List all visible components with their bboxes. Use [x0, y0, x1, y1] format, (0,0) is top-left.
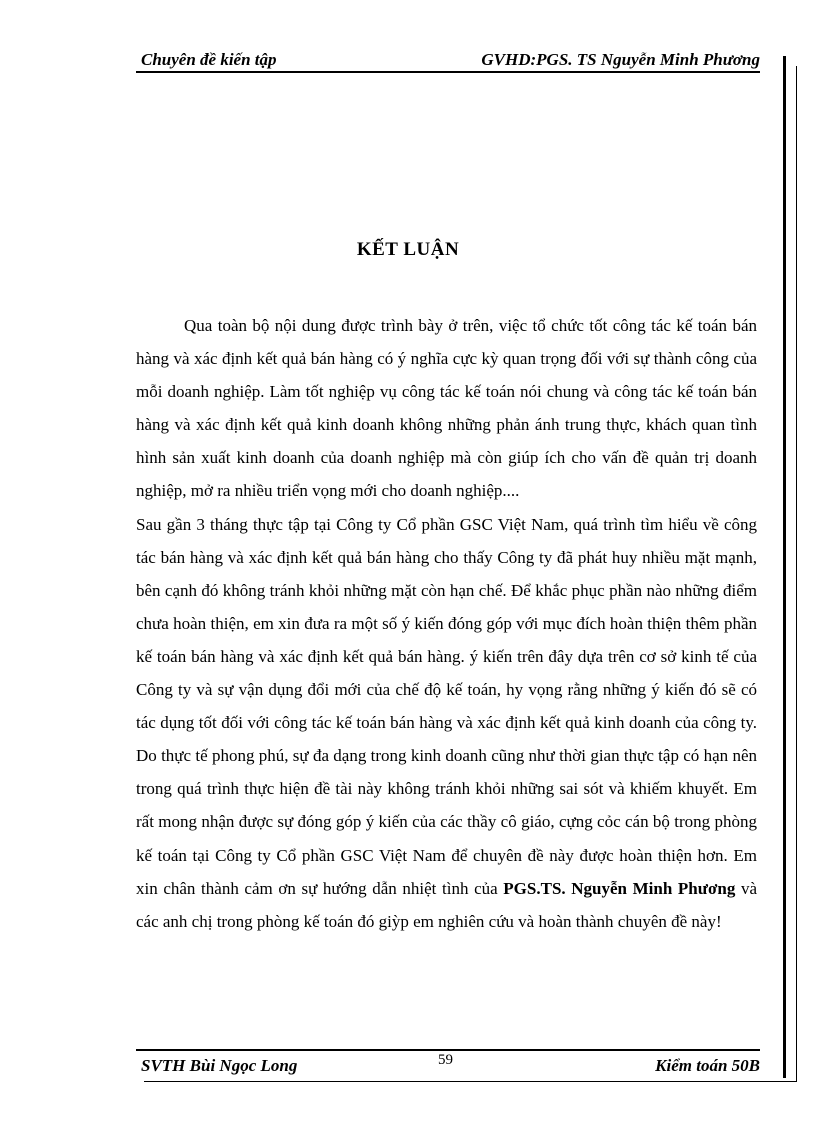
header-divider [136, 71, 760, 73]
document-body [136, 309, 757, 938]
page-title: KẾT LUẬN [356, 239, 460, 260]
page-border-bottom [144, 1081, 797, 1082]
page-border-shadow [796, 66, 797, 1082]
header-right-text: GVHD:PGS. TS Nguyễn Minh Phương [481, 50, 760, 69]
footer-class-name: Kiểm toán 50B [655, 1056, 760, 1075]
page-footer [136, 1053, 760, 1081]
page-border-right [783, 56, 786, 1078]
paragraph-conclusion [136, 508, 757, 938]
paragraph-conclusion-text: Sau gần 3 tháng thực tập tại Công ty Cổ phần GSC Việt Nam, quá trình tìm hiểu về công tác bán hàng và xác định kết quả bán hàng cho thấy Công ty đã phát huy nhiều mặt mạnh, bên cạnh đó không tránh khỏi những mặt còn hạn chế. Để khắc phục phần nào những điểm chưa hoàn thiện, em xin đưa ra một số ý kiến đóng góp với mục đích hoàn thiện thêm phần kế toán bán hàng và xác định kết quả bán hàng. ý kiến trên đây dựa trên cơ sở kinh tế của Công ty và sự vận dụng đổi mới của chế độ kế toán, hy vọng rằng những ý kiến đó sẽ có tác dụng tốt đối với công tác kế toán bán hàng và xác định kết quả kinh doanh của công ty. Do thực tế phong phú, sự đa dạng trong kinh doanh cũng như thời gian thực tập có hạn nên trong quá trình thực hiện đề tài này không tránh khỏi những sai sót và khiếm khuyết. Em rất mong nhận được sự đóng góp ý kiến của các thầy cô giáo, cựng cỏc cán bộ trong phòng kế toán tại Công ty Cổ phần GSC Việt Nam để chuyên đề này được hoàn thiện hơn. Em xin chân thành cảm ơn sự hướng dẫn nhiệt tình của [136, 514, 757, 898]
footer-divider [136, 1049, 760, 1051]
page-number: 59 [438, 1052, 453, 1068]
paragraph-intro: Qua toàn bộ nội dung được trình bày ở trên, việc tổ chức tốt công tác kế toán bán hàng và xác định kết quả bán hàng có ý nghĩa cực kỳ quan trọng đối với sự thành công của mỗi doanh nghiệp. Làm tốt nghiệp vụ công tác kế toán nói chung và công tác kế toán bán hàng và xác định kết quả kinh doanh không những phản ánh trung thực, khách quan tình hình sản xuất kinh doanh của doanh nghiệp mà còn giúp ích cho vấn đề quản trị doanh nghiệp, mở ra nhiều triển vọng mới cho doanh nghiệp.... [136, 316, 757, 501]
page-header [136, 48, 760, 72]
footer-student-name: SVTH Bùi Ngọc Long [141, 1056, 298, 1075]
advisor-name: PGS.TS. Nguyễn Minh Phương [503, 878, 736, 898]
header-left-text: Chuyên đề kiến tập [141, 50, 277, 69]
paragraph-conclusion-end: và các anh chị trong phòng kế toán đó giỳp em nghiên cứu và hoàn thành chuyên đề này! [136, 878, 757, 931]
